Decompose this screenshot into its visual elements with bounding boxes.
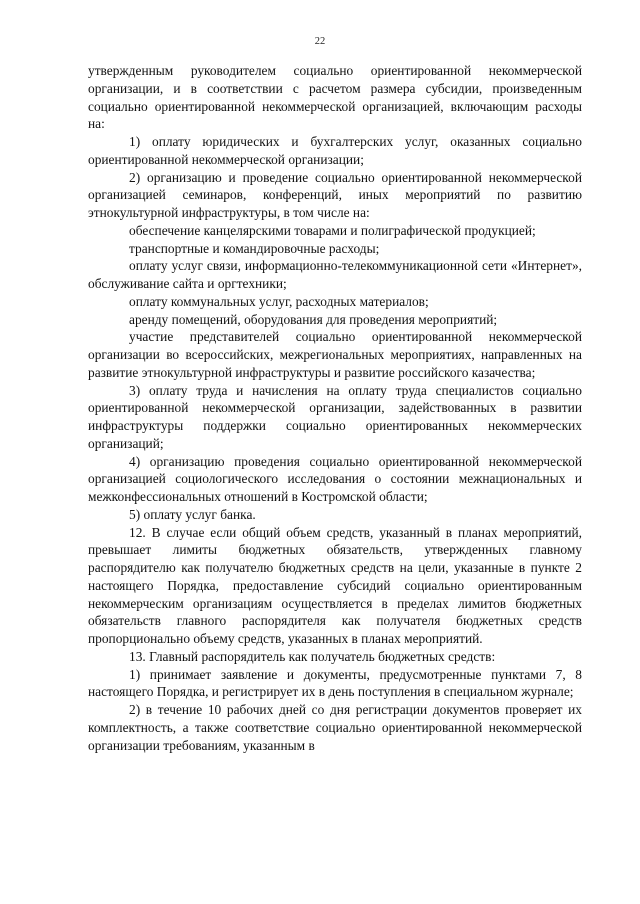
paragraph: 3) оплату труда и начисления на оплату труда специалистов социально ориентированной некоммерческой организации, задействованных в развитии инфраструктуры поддержки социально ориентированных некоммерческих организаций; (88, 382, 582, 451)
paragraph: участие представителей социально ориентированной некоммерческой организации во всероссийских, межрегиональных мероприятиях, направленных на развитие этнокультурной инфраструктуры и развитие российского казачества; (88, 329, 582, 380)
paragraph: аренду помещений, оборудования для проведения мероприятий; (129, 311, 498, 327)
paragraph: 2) организацию и проведение социально ориентированной некоммерческой организацией семинаров, конференций, иных мероприятий по развитию этнокультурной инфраструктуры, в том числе на: (88, 169, 582, 220)
page-number: 22 (314, 36, 326, 47)
paragraph: 1) оплату юридических и бухгалтерских услуг, оказанных социально ориентированной некоммерческой организации; (88, 134, 582, 167)
paragraph: утвержденным руководителем социально ориентированной некоммерческой организации, и в соответствии с расчетом размера субсидии, произведенным социально ориентированной некоммерческой организацией, включающим расходы на: (88, 63, 582, 132)
paragraph: оплату коммунальных услуг, расходных материалов; (129, 293, 429, 309)
paragraph: 2) в течение 10 рабочих дней со дня регистрации документов проверяет их комплектность, а также соответствие социально ориентированной некоммерческой организации требованиям, указанным в (88, 702, 582, 753)
paragraph: 12. В случае если общий объем средств, указанный в планах мероприятий, превышает лимиты бюджетных обязательств, утвержденных главному распорядителю как получателю бюджетных средств на цели, указанные в пункте 2 настоящего Порядка, предоставление субсидий социально ориентированным некоммерческим организациям осуществляется в пределах лимитов бюджетных обязательств главного распорядителя как получателя бюджетных средств пропорционально объему средств, указанных в планах мероприятий. (88, 524, 582, 646)
paragraph: 5) оплату услуг банка. (129, 506, 256, 522)
paragraph: 13. Главный распорядитель как получатель бюджетных средств: (129, 648, 496, 664)
paragraph: обеспечение канцелярскими товарами и полиграфической продукцией; (129, 222, 536, 238)
paragraph: оплату услуг связи, информационно-телекоммуникационной сети «Интернет», обслуживание сайта и оргтехники; (88, 258, 582, 291)
paragraph: 4) организацию проведения социально ориентированной некоммерческой организацией социологического исследования о состоянии межнациональных и межконфессиональных отношений в Костромской области; (88, 453, 582, 504)
paragraph: транспортные и командировочные расходы; (129, 240, 380, 256)
paragraph: 1) принимает заявление и документы, предусмотренные пунктами 7, 8 настоящего Порядка, и регистрирует их в день поступления в специальном журнале; (88, 666, 582, 700)
document-body (88, 62, 582, 754)
